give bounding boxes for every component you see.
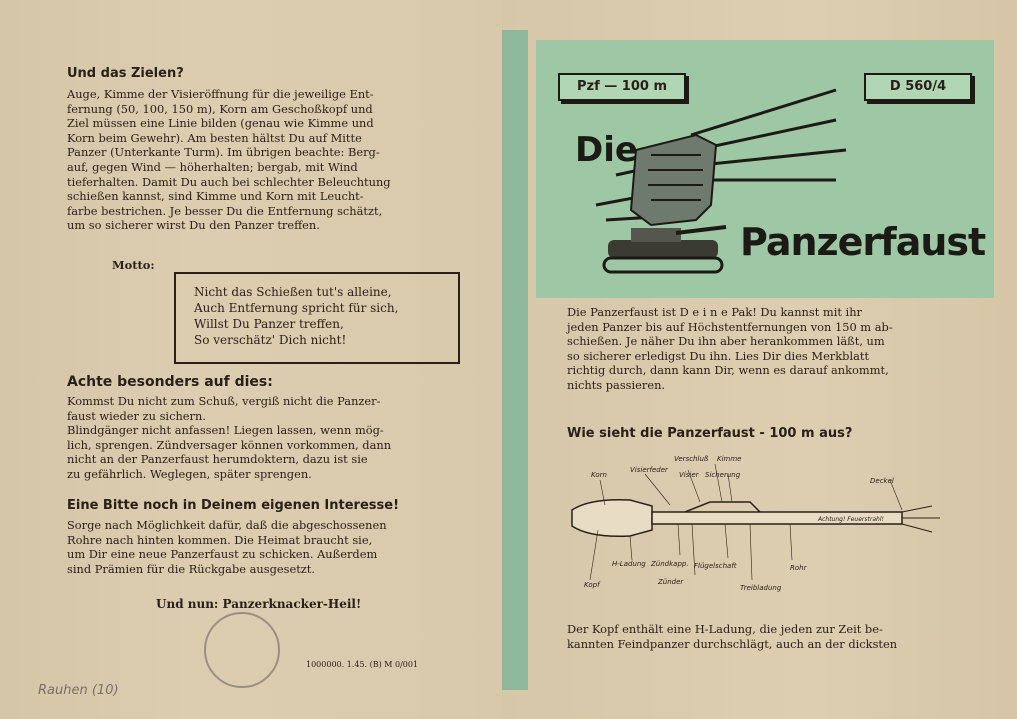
- paragraph-zielen: Auge, Kimme der Visieröffnung für die jeweilige Ent- fernung (50, 100, 150 m), Korn am Geschoßkopf und Ziel müssen eine Linie bilden (genau wie Kimme und Korn beim Gewehr). Am besten hältst Du auf Mitte Panzer (Unterkante Turm). Im übrigen beachte: Berg- auf, gegen Wind — höherhalten; bergab, mit Wind tieferhalten. Damit Du auch bei schlechter Beleuchtung schießen kannst, sind Kimme und Korn mit Leucht- farbe bestrichen. Je besser Du die Entfernung schätzt, um so sicherer wirst Du den Panzer treffen.: [67, 87, 391, 233]
- title-die: Die: [575, 130, 638, 170]
- heading-bitte: Eine Bitte noch in Deinem eigenen Interesse!: [67, 498, 400, 513]
- heading-wie-sieht: Wie sieht die Panzerfaust - 100 m aus?: [567, 426, 853, 441]
- intro-paragraph: Die Panzerfaust ist D e i n e Pak! Du kannst mit ihr jeden Panzer bis auf Höchstentfernungen von 150 m ab- schießen. Je näher Du ihn aber herankommen läßt, um so sicherer erledigst Du ihn. Lies Dir dies Merkblatt richtig durch, dann kann Dir, wenn es darauf ankommt, nichts passieren.: [567, 305, 893, 392]
- panzerfaust-diagram: [560, 450, 980, 600]
- label-kopf: Kopf: [584, 581, 600, 589]
- handwritten-note: Rauhen (10): [38, 683, 119, 698]
- label-treibladung: Treibladung: [740, 584, 782, 592]
- label-h-ladung: H-Ladung: [612, 560, 646, 568]
- stamp-seal: [204, 612, 280, 688]
- title-panzerfaust: Panzerfaust: [740, 220, 986, 264]
- label-verschluss: Verschluß: [674, 455, 709, 463]
- label-achtung: Achtung! Feuerstrahl!: [818, 516, 884, 523]
- heading-und-das-zielen: Und das Zielen?: [67, 66, 184, 81]
- armored-fist: [631, 135, 716, 225]
- print-code: 1000000. 1.45. (B) M 0/001: [306, 660, 419, 669]
- motto-label: Motto:: [112, 258, 155, 272]
- label-rohr: Rohr: [790, 564, 807, 572]
- tank-silhouette: [604, 227, 726, 272]
- label-sicherung: Sicherung: [705, 471, 741, 479]
- label-zuendkappe: Zündkapp.: [651, 560, 689, 568]
- label-zuender: Zünder: [658, 578, 684, 586]
- tag-model: Pzf — 100 m: [558, 73, 686, 101]
- green-spine-stripe: [502, 30, 528, 690]
- bottom-paragraph: Der Kopf enthält eine H-Ladung, die jeden zur Zeit be- kannten Feindpanzer durchschlägt, auch an der dicksten: [567, 622, 898, 651]
- tag-document-number: D 560/4: [864, 73, 972, 101]
- sight-mechanism: [685, 502, 760, 512]
- heading-achte: Achte besonders auf dies:: [67, 374, 273, 390]
- motto-verse: Nicht das Schießen tut's alleine, Auch Entfernung spricht für sich, Willst Du Panzer treffen, So verschätz' Dich nicht!: [194, 285, 399, 347]
- tail-blast: [902, 506, 940, 532]
- label-korn: Korn: [591, 471, 607, 479]
- label-visier: Visier: [679, 471, 699, 479]
- label-deckel: Deckel: [870, 477, 894, 485]
- label-visierfeder: Visierfeder: [630, 466, 668, 474]
- paragraph-achte: Kommst Du nicht zum Schuß, vergiß nicht die Panzer- faust wieder zu sichern. Blindgänger nicht anfassen! Liegen lassen, wenn mög- lich, sprengen. Zündversager können vorkommen, dann nicht an der Panzerfaust herumdoktern, dazu ist sie zu gefährlich. Weglegen, später sprengen.: [67, 394, 392, 481]
- paragraph-bitte: Sorge nach Möglichkeit dafür, daß die abgeschossenen Rohre nach hinten kommen. Die Heimat braucht sie, um Dir eine neue Panzerfaust zu schicken. Außerdem sind Prämien für die Rückgabe ausgesetzt.: [67, 518, 387, 576]
- warhead-shape: [572, 500, 652, 537]
- label-kimme: Kimme: [717, 455, 742, 463]
- label-fluegelschaft: Flügelschaft: [694, 562, 737, 570]
- closing-line: Und nun: Panzerknacker-Heil!: [156, 597, 362, 611]
